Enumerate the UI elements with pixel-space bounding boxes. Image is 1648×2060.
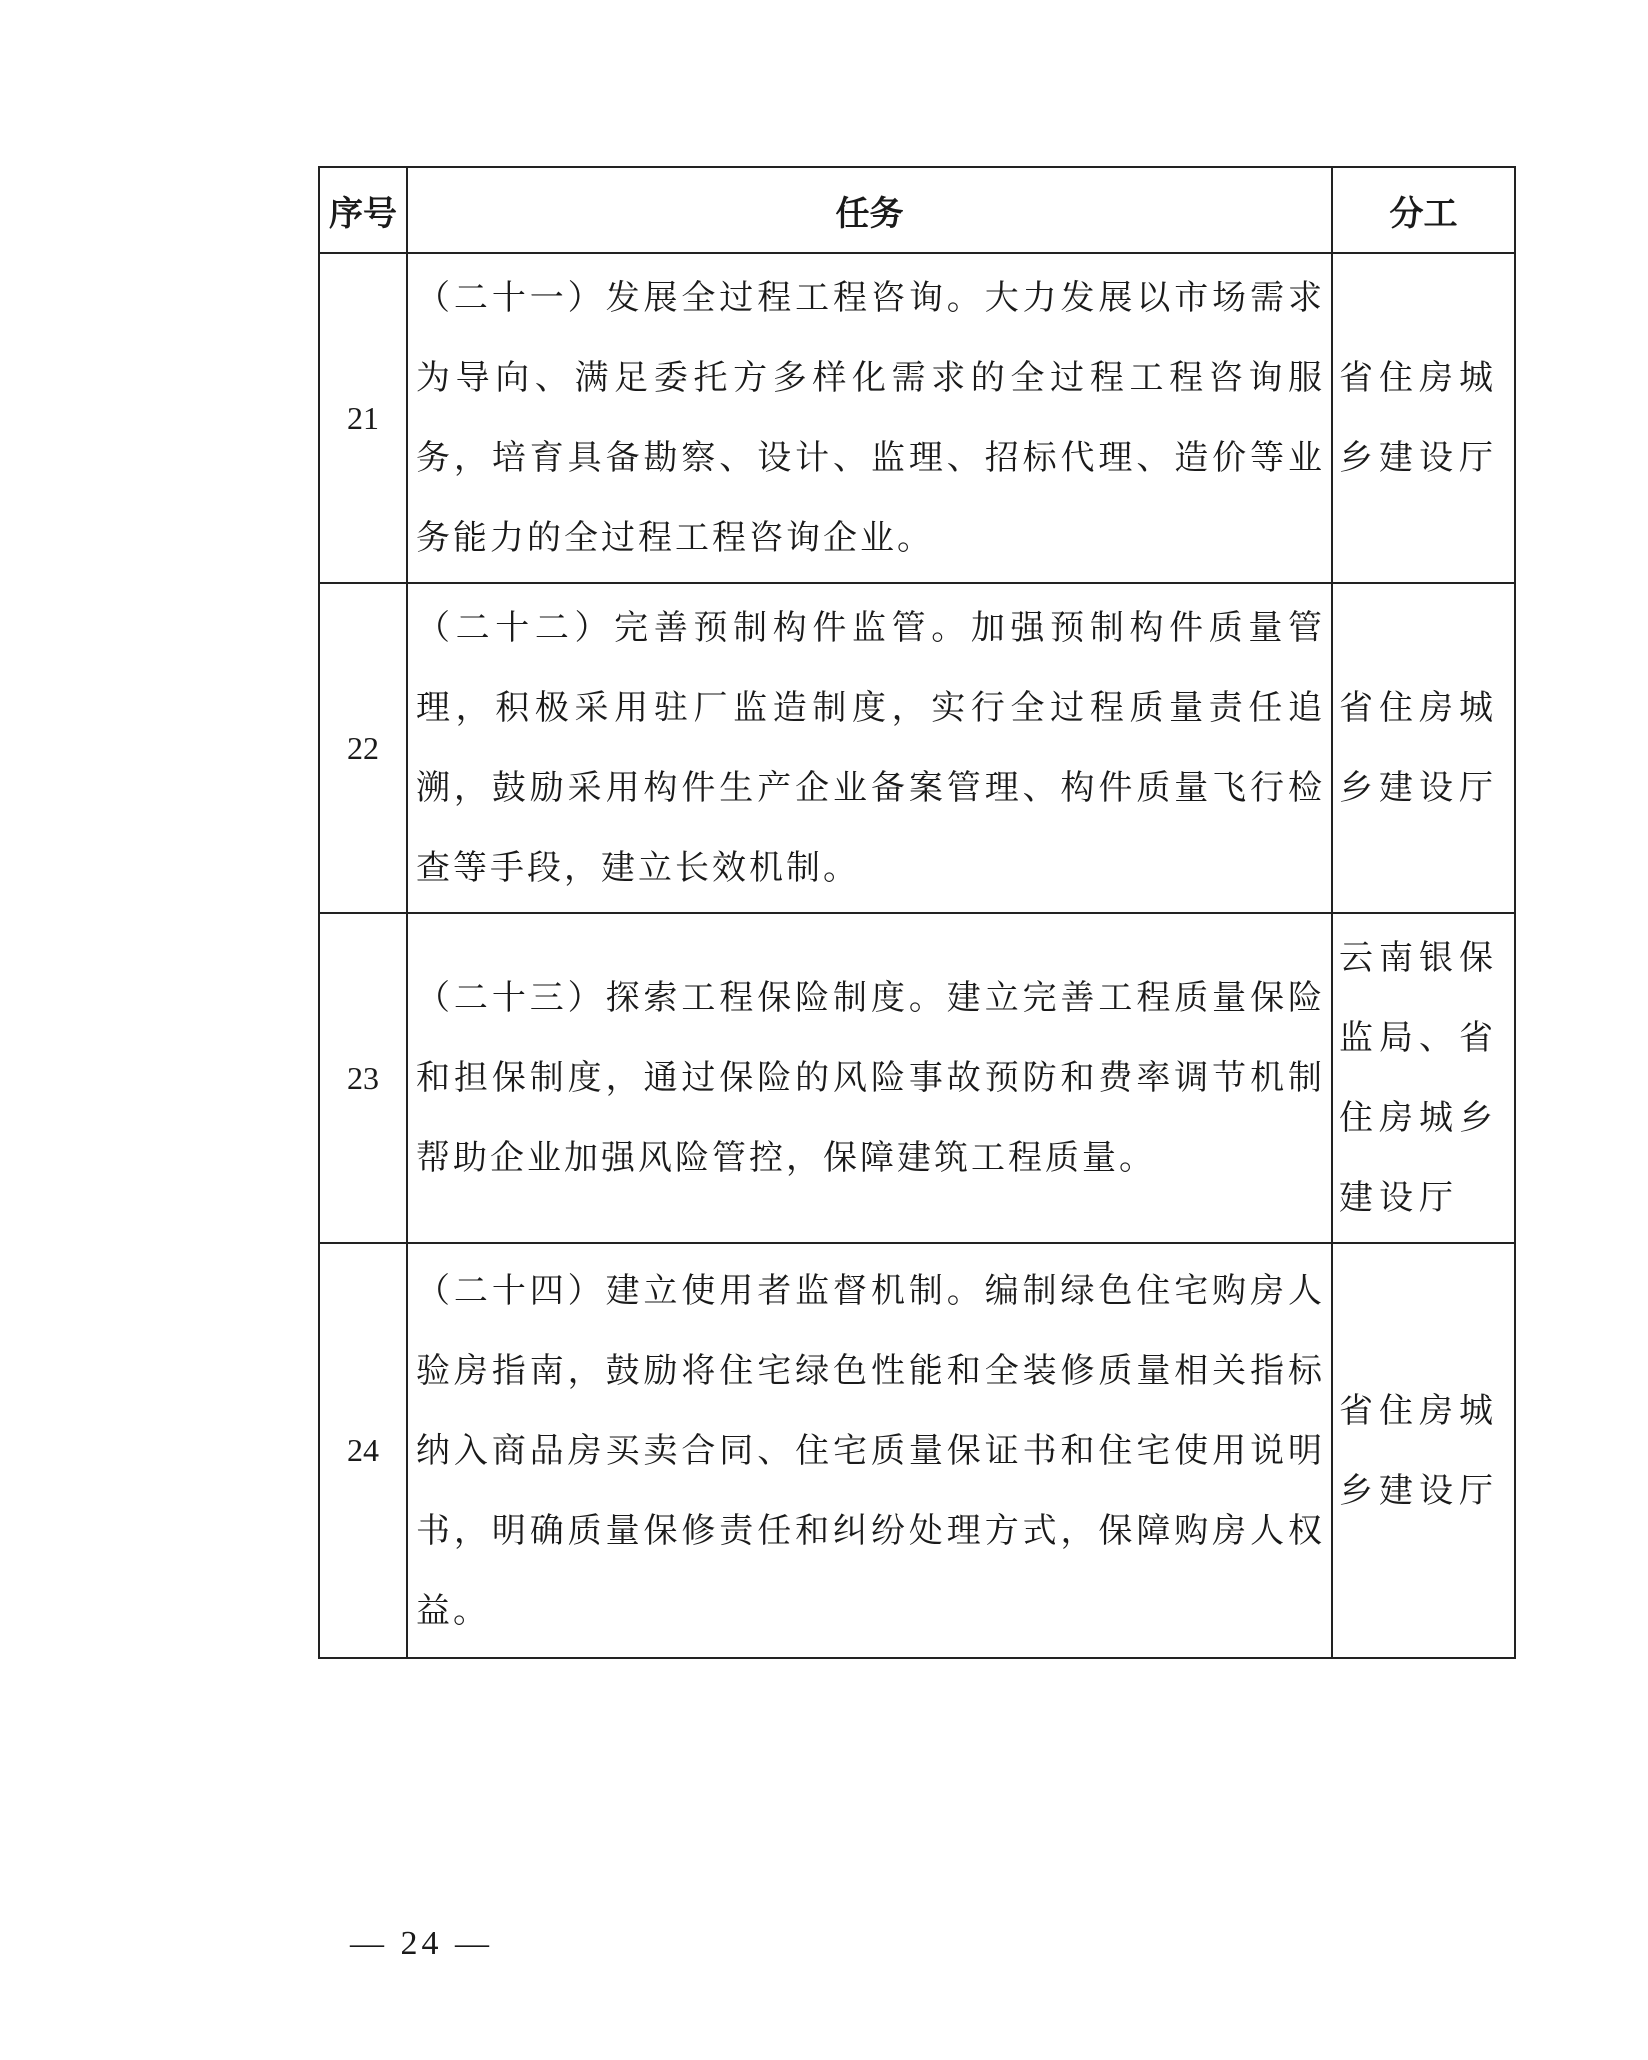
row-number: 23 <box>319 913 407 1243</box>
row-task: （二十二）完善预制构件监管。加强预制构件质量管理，积极采用驻厂监造制度，实行全过程质量责任追溯，鼓励采用构件生产企业备案管理、构件质量飞行检查等手段，建立长效机制。 <box>407 583 1332 913</box>
row-division: 省住房城乡建设厅 <box>1332 253 1515 583</box>
table-row <box>319 913 1515 1243</box>
row-task: （二十四）建立使用者监督机制。编制绿色住宅购房人验房指南，鼓励将住宅绿色性能和全装修质量相关指标纳入商品房买卖合同、住宅质量保证书和住宅使用说明书，明确质量保修责任和纠纷处理方式，保障购房人权益。 <box>407 1243 1332 1658</box>
header-task: 任务 <box>407 167 1332 253</box>
row-division: 云南银保监局、省住房城乡建设厅 <box>1332 913 1515 1243</box>
page-number: — 24 — <box>350 1925 493 1962</box>
table-header-row <box>319 167 1515 253</box>
row-task: （二十一）发展全过程工程咨询。大力发展以市场需求为导向、满足委托方多样化需求的全过程工程咨询服务，培育具备勘察、设计、监理、招标代理、造价等业务能力的全过程工程咨询企业。 <box>407 253 1332 583</box>
table-row <box>319 1243 1515 1658</box>
row-task: （二十三）探索工程保险制度。建立完善工程质量保险和担保制度，通过保险的风险事故预防和费率调节机制帮助企业加强风险管控，保障建筑工程质量。 <box>407 913 1332 1243</box>
header-division: 分工 <box>1332 167 1515 253</box>
row-division: 省住房城乡建设厅 <box>1332 1243 1515 1658</box>
table-row <box>319 583 1515 913</box>
table-row <box>319 253 1515 583</box>
row-division: 省住房城乡建设厅 <box>1332 583 1515 913</box>
header-serial-number: 序号 <box>319 167 407 253</box>
row-number: 22 <box>319 583 407 913</box>
row-number: 21 <box>319 253 407 583</box>
task-table <box>318 166 1516 1659</box>
row-number: 24 <box>319 1243 407 1658</box>
